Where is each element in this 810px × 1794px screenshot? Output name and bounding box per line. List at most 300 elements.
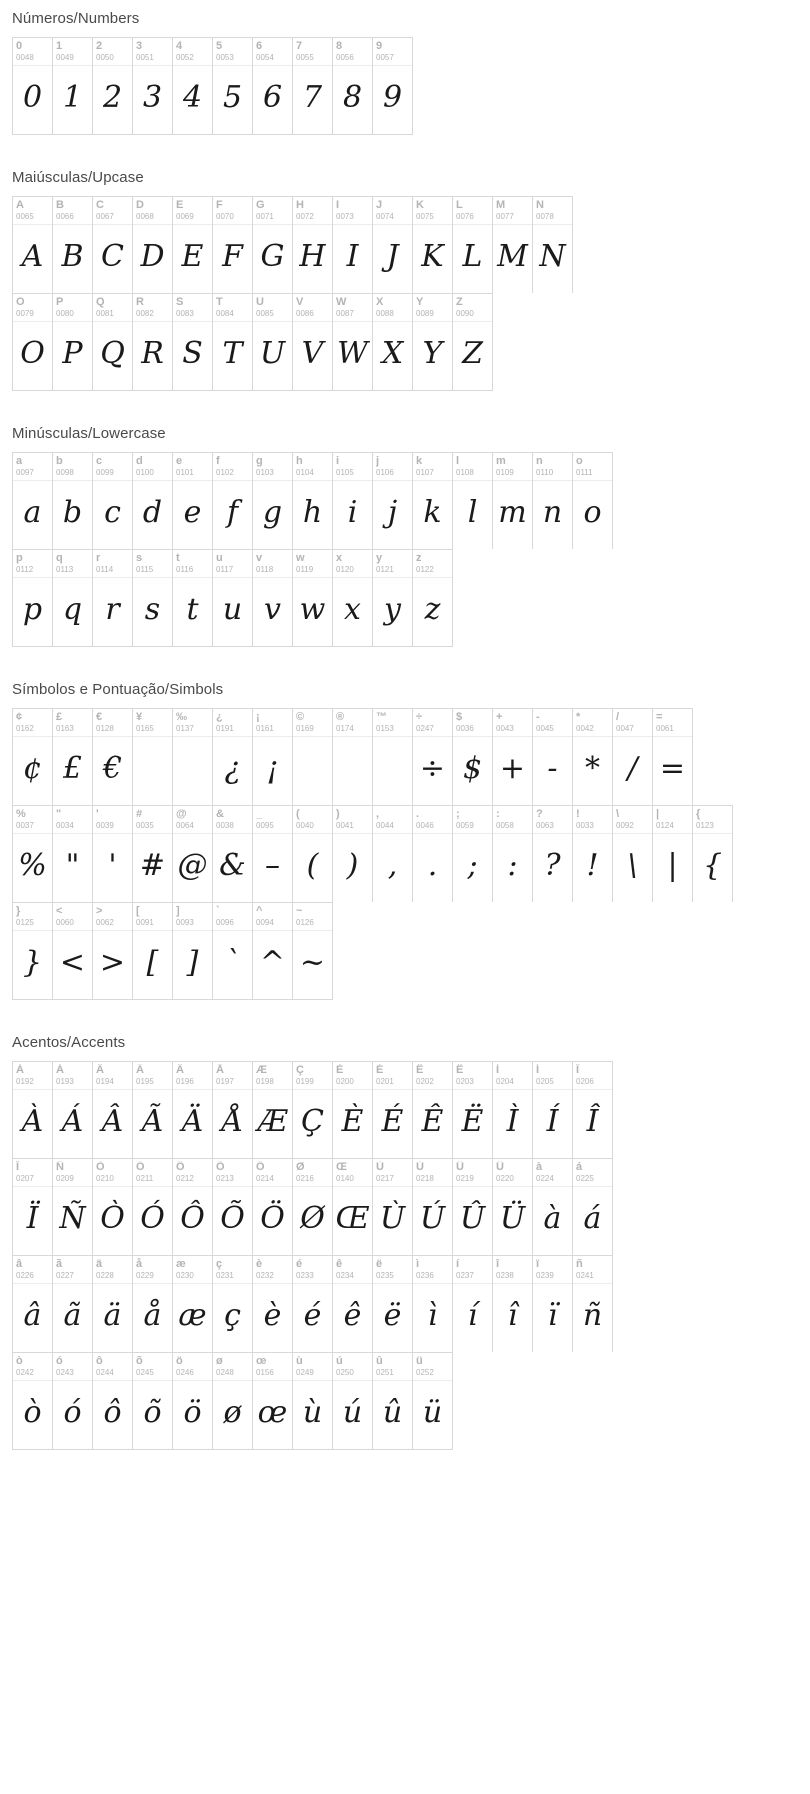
glyph-cell[interactable]	[133, 197, 173, 293]
glyph-cell[interactable]	[413, 1256, 453, 1352]
glyph-preview: E	[181, 239, 204, 274]
glyph-cell[interactable]	[213, 1062, 253, 1158]
glyph-cell[interactable]	[333, 38, 373, 134]
glyph-cell[interactable]	[493, 806, 533, 902]
glyph-cell[interactable]	[373, 1256, 413, 1352]
glyph-cell[interactable]	[413, 197, 453, 293]
glyph-cell[interactable]	[533, 1062, 573, 1158]
glyph-meta	[453, 197, 492, 225]
glyph-code-label: 0089	[416, 309, 434, 318]
glyph-meta	[413, 294, 452, 322]
glyph-preview: ~	[299, 945, 326, 980]
glyph-cell[interactable]	[93, 197, 133, 293]
glyph-code-label: 0105	[336, 468, 354, 477]
glyph-cell[interactable]	[493, 1256, 533, 1352]
glyph-meta	[653, 709, 692, 737]
glyph-cell[interactable]	[93, 1159, 133, 1255]
glyph-cell[interactable]	[213, 38, 253, 134]
glyph-preview: û	[382, 1395, 403, 1430]
glyph-character-label: O	[16, 296, 25, 308]
glyph-cell[interactable]	[13, 197, 53, 293]
glyph-meta	[453, 1159, 492, 1187]
glyph-cell[interactable]	[53, 709, 93, 805]
glyph-character-label: Ä	[176, 1064, 184, 1076]
glyph-character-label: z	[416, 552, 422, 564]
glyph-cell[interactable]	[173, 709, 213, 805]
glyph-cell[interactable]	[133, 38, 173, 134]
glyph-cell[interactable]	[173, 453, 213, 549]
glyph-cell[interactable]	[333, 294, 373, 390]
glyph-preview	[293, 737, 332, 805]
glyph-cell[interactable]	[453, 709, 493, 805]
glyph-cell[interactable]	[53, 197, 93, 293]
glyph-cell[interactable]	[253, 806, 293, 902]
glyph-cell[interactable]	[373, 294, 413, 390]
glyph-cell[interactable]	[133, 1159, 173, 1255]
glyph-code-label: 0092	[616, 821, 634, 830]
glyph-meta	[93, 1062, 132, 1090]
glyph-code-label: 0058	[496, 821, 514, 830]
glyph-cell[interactable]	[413, 806, 453, 902]
glyph-character-label: i	[336, 455, 340, 467]
glyph-cell[interactable]	[253, 1159, 293, 1255]
glyph-preview: 6	[262, 80, 283, 115]
glyph-meta	[453, 1062, 492, 1090]
glyph-cell[interactable]	[333, 806, 373, 902]
glyph-preview: Ç	[301, 1104, 324, 1139]
glyph-cell[interactable]	[173, 294, 213, 390]
glyph-cell[interactable]	[173, 38, 213, 134]
glyph-cell[interactable]	[373, 1353, 413, 1449]
glyph-character-label: -	[536, 711, 540, 723]
glyph-preview: Í	[546, 1104, 559, 1139]
glyph-table	[12, 708, 810, 1000]
glyph-character-label: Ô	[176, 1161, 185, 1173]
glyph-preview: q	[62, 592, 83, 627]
glyph-cell[interactable]	[493, 709, 533, 805]
glyph-meta	[53, 1062, 92, 1090]
glyph-cell[interactable]	[173, 806, 213, 902]
glyph-code-label: 0048	[16, 53, 34, 62]
glyph-cell[interactable]	[333, 453, 373, 549]
glyph-character-label: 5	[216, 40, 223, 52]
glyph-cell[interactable]	[453, 806, 493, 902]
glyph-cell[interactable]	[13, 709, 53, 805]
glyph-character-label: #	[136, 808, 143, 820]
glyph-cell[interactable]	[53, 806, 93, 902]
glyph-cell[interactable]	[293, 806, 333, 902]
glyph-character-label: œ	[256, 1355, 267, 1367]
glyph-preview: )	[346, 848, 359, 883]
glyph-code-label: 0126	[296, 918, 314, 927]
glyph-cell[interactable]	[413, 1062, 453, 1158]
glyph-code-label: 0071	[256, 212, 274, 221]
glyph-cell[interactable]	[293, 294, 333, 390]
glyph-code-label: 0249	[296, 1368, 314, 1377]
glyph-character-label: L	[456, 199, 463, 211]
glyph-preview: ¿	[224, 751, 241, 786]
glyph-character-label: Õ	[216, 1161, 225, 1173]
section-title: Símbolos e Pontuação/Simbols	[12, 681, 224, 698]
glyph-cell[interactable]	[333, 1159, 373, 1255]
glyph-preview: t	[186, 592, 199, 627]
glyph-cell[interactable]	[373, 38, 413, 134]
glyph-cell[interactable]	[573, 1159, 613, 1255]
glyph-cell[interactable]	[413, 550, 453, 646]
glyph-cell[interactable]	[253, 1353, 293, 1449]
glyph-cell[interactable]	[533, 1159, 573, 1255]
glyph-character-label: €	[96, 711, 103, 723]
glyph-row	[12, 452, 613, 549]
glyph-cell[interactable]	[213, 806, 253, 902]
glyph-code-label: 0060	[56, 918, 74, 927]
glyph-preview: Æ	[257, 1104, 288, 1139]
glyph-meta	[333, 806, 372, 834]
glyph-cell[interactable]	[253, 903, 293, 999]
glyph-character-label: x	[336, 552, 343, 564]
glyph-cell[interactable]	[53, 1062, 93, 1158]
glyph-cell[interactable]	[253, 1256, 293, 1352]
glyph-cell[interactable]	[93, 550, 133, 646]
glyph-cell[interactable]	[293, 1353, 333, 1449]
glyph-character-label: Ù	[376, 1161, 384, 1173]
glyph-meta	[173, 453, 212, 481]
glyph-cell[interactable]	[53, 1159, 93, 1255]
glyph-preview: ]	[186, 945, 199, 980]
glyph-cell[interactable]	[133, 453, 173, 549]
glyph-cell[interactable]	[53, 903, 93, 999]
glyph-section	[0, 0, 810, 135]
glyph-cell[interactable]	[373, 1159, 413, 1255]
glyph-code-label: 0066	[56, 212, 74, 221]
glyph-cell[interactable]	[173, 1062, 213, 1158]
glyph-character-label: I	[336, 199, 340, 211]
glyph-cell[interactable]	[253, 294, 293, 390]
glyph-character-label: F	[216, 199, 223, 211]
glyph-cell[interactable]	[413, 294, 453, 390]
glyph-code-label: 0102	[216, 468, 234, 477]
glyph-cell[interactable]	[213, 550, 253, 646]
glyph-character-label: N	[536, 199, 544, 211]
glyph-cell[interactable]	[53, 550, 93, 646]
glyph-cell[interactable]	[13, 1062, 53, 1158]
glyph-character-label: S	[176, 296, 184, 308]
glyph-code-label: 0085	[256, 309, 274, 318]
glyph-cell[interactable]	[573, 1062, 613, 1158]
glyph-cell[interactable]	[613, 806, 653, 902]
glyph-cell[interactable]	[93, 1256, 133, 1352]
glyph-cell[interactable]	[493, 453, 533, 549]
glyph-cell[interactable]	[293, 1159, 333, 1255]
glyph-character-label: H	[296, 199, 304, 211]
glyph-cell[interactable]	[573, 1256, 613, 1352]
glyph-preview: Ö	[260, 1201, 285, 1236]
glyph-cell[interactable]	[453, 1256, 493, 1352]
glyph-character-label: ã	[56, 1258, 63, 1270]
glyph-code-label: 0045	[536, 724, 554, 733]
glyph-cell[interactable]	[213, 1256, 253, 1352]
glyph-cell[interactable]	[453, 197, 493, 293]
section-spacer	[0, 391, 810, 415]
glyph-cell[interactable]	[453, 1062, 493, 1158]
glyph-cell[interactable]	[173, 550, 213, 646]
glyph-cell[interactable]	[693, 806, 733, 902]
glyph-cell[interactable]	[13, 38, 53, 134]
glyph-code-label: 0054	[256, 53, 274, 62]
glyph-code-label: 0064	[176, 821, 194, 830]
glyph-character-label: W	[336, 296, 347, 308]
glyph-code-label: 0252	[416, 1368, 434, 1377]
glyph-cell[interactable]	[253, 709, 293, 805]
glyph-cell[interactable]	[213, 1353, 253, 1449]
glyph-meta	[173, 38, 212, 66]
glyph-cell[interactable]	[413, 1353, 453, 1449]
glyph-cell[interactable]	[453, 294, 493, 390]
glyph-character-label: û	[376, 1355, 383, 1367]
glyph-cell[interactable]	[293, 1062, 333, 1158]
glyph-cell[interactable]	[413, 709, 453, 805]
glyph-code-label: 0230	[176, 1271, 194, 1280]
glyph-code-label: 0226	[16, 1271, 34, 1280]
glyph-cell[interactable]	[93, 453, 133, 549]
glyph-code-label: 0097	[16, 468, 34, 477]
glyph-meta	[253, 1159, 292, 1187]
glyph-cell[interactable]	[13, 806, 53, 902]
glyph-meta	[373, 806, 412, 834]
glyph-code-label: 0199	[296, 1077, 314, 1086]
glyph-code-label: 0231	[216, 1271, 234, 1280]
glyph-character-label: V	[296, 296, 304, 308]
glyph-meta	[293, 806, 332, 834]
glyph-code-label: 0034	[56, 821, 74, 830]
glyph-cell[interactable]	[93, 806, 133, 902]
glyph-character-label: é	[296, 1258, 303, 1270]
glyph-cell[interactable]	[573, 709, 613, 805]
glyph-cell[interactable]	[53, 1256, 93, 1352]
glyph-cell[interactable]	[133, 806, 173, 902]
glyph-preview: #	[139, 848, 166, 883]
glyph-cell[interactable]	[613, 709, 653, 805]
glyph-code-label: 0038	[216, 821, 234, 830]
glyph-character-label: 8	[336, 40, 343, 52]
glyph-character-label: Ê	[416, 1064, 424, 1076]
glyph-character-label: U	[256, 296, 264, 308]
glyph-cell[interactable]	[93, 903, 133, 999]
glyph-character-label: á	[576, 1161, 583, 1173]
glyph-cell[interactable]	[293, 1256, 333, 1352]
glyph-cell[interactable]	[253, 453, 293, 549]
glyph-cell[interactable]	[53, 453, 93, 549]
glyph-preview: R	[141, 336, 164, 371]
glyph-character-label: $	[456, 711, 463, 723]
glyph-character-label: Æ	[256, 1064, 267, 1076]
glyph-preview: e	[183, 495, 202, 530]
glyph-cell[interactable]	[13, 903, 53, 999]
glyph-preview: +	[499, 751, 526, 786]
glyph-code-label: 0191	[216, 724, 234, 733]
glyph-cell[interactable]	[533, 1256, 573, 1352]
glyph-meta	[13, 1353, 52, 1381]
glyph-preview: Ä	[181, 1104, 204, 1139]
glyph-cell[interactable]	[213, 709, 253, 805]
glyph-cell[interactable]	[333, 550, 373, 646]
glyph-meta	[53, 806, 92, 834]
glyph-cell[interactable]	[373, 453, 413, 549]
glyph-cell[interactable]	[293, 903, 333, 999]
glyph-meta	[413, 197, 452, 225]
glyph-preview: V	[301, 336, 324, 371]
glyph-cell[interactable]	[293, 453, 333, 549]
glyph-cell[interactable]	[293, 197, 333, 293]
glyph-character-label: ï	[536, 1258, 540, 1270]
glyph-cell[interactable]	[133, 550, 173, 646]
glyph-preview: I	[346, 239, 359, 274]
glyph-cell[interactable]	[93, 294, 133, 390]
glyph-preview: }	[22, 945, 43, 980]
glyph-meta	[573, 1062, 612, 1090]
glyph-code-label: 0068	[136, 212, 154, 221]
glyph-cell[interactable]	[413, 453, 453, 549]
glyph-cell[interactable]	[253, 550, 293, 646]
glyph-cell[interactable]	[133, 903, 173, 999]
glyph-meta	[13, 806, 52, 834]
glyph-cell[interactable]	[173, 903, 213, 999]
glyph-cell[interactable]	[93, 1353, 133, 1449]
glyph-meta	[293, 1159, 332, 1187]
glyph-cell[interactable]	[373, 1062, 413, 1158]
glyph-cell[interactable]	[13, 550, 53, 646]
glyph-cell[interactable]	[173, 1256, 213, 1352]
glyph-cell[interactable]	[293, 550, 333, 646]
glyph-code-label: 0213	[216, 1174, 234, 1183]
glyph-character-label: d	[136, 455, 143, 467]
glyph-cell[interactable]	[13, 1159, 53, 1255]
glyph-meta	[293, 197, 332, 225]
glyph-cell[interactable]	[173, 1159, 213, 1255]
glyph-cell[interactable]	[173, 1353, 213, 1449]
glyph-cell[interactable]	[533, 806, 573, 902]
glyph-cell[interactable]	[133, 1353, 173, 1449]
glyph-cell[interactable]	[333, 1353, 373, 1449]
glyph-cell[interactable]	[13, 1256, 53, 1352]
glyph-cell[interactable]	[413, 1159, 453, 1255]
glyph-character-label: Ò	[96, 1161, 105, 1173]
glyph-cell[interactable]	[93, 709, 133, 805]
glyph-cell[interactable]	[133, 1256, 173, 1352]
glyph-cell[interactable]	[373, 709, 413, 805]
glyph-cell[interactable]	[253, 38, 293, 134]
glyph-character-label: p	[16, 552, 23, 564]
glyph-code-label: 0210	[96, 1174, 114, 1183]
glyph-code-label: 0108	[456, 468, 474, 477]
glyph-cell[interactable]	[53, 38, 93, 134]
glyph-cell[interactable]	[53, 1353, 93, 1449]
glyph-preview: F	[222, 239, 243, 274]
glyph-code-label: 0052	[176, 53, 194, 62]
glyph-cell[interactable]	[53, 294, 93, 390]
glyph-cell[interactable]	[533, 453, 573, 549]
glyph-cell[interactable]	[493, 197, 533, 293]
glyph-cell[interactable]	[133, 709, 173, 805]
glyph-cell[interactable]	[373, 550, 413, 646]
glyph-cell[interactable]	[453, 1159, 493, 1255]
glyph-preview: g	[262, 495, 283, 530]
glyph-character-label: {	[696, 808, 701, 820]
glyph-preview: `	[225, 945, 240, 980]
glyph-character-label: 9	[376, 40, 383, 52]
glyph-cell[interactable]	[333, 709, 373, 805]
glyph-preview: h	[302, 495, 323, 530]
glyph-cell[interactable]	[293, 709, 333, 805]
glyph-cell[interactable]	[253, 1062, 293, 1158]
glyph-cell[interactable]	[173, 197, 213, 293]
glyph-meta	[333, 709, 372, 737]
glyph-cell[interactable]	[333, 1062, 373, 1158]
glyph-character-label: (	[296, 808, 300, 820]
glyph-character-label: v	[256, 552, 263, 564]
glyph-cell[interactable]	[373, 806, 413, 902]
glyph-meta	[53, 1256, 92, 1284]
glyph-preview: $	[462, 751, 483, 786]
glyph-character-label: ô	[96, 1355, 103, 1367]
glyph-cell[interactable]	[533, 709, 573, 805]
glyph-meta	[533, 1159, 572, 1187]
glyph-cell[interactable]	[133, 1062, 173, 1158]
glyph-cell[interactable]	[333, 1256, 373, 1352]
glyph-cell[interactable]	[213, 294, 253, 390]
glyph-cell[interactable]	[13, 453, 53, 549]
glyph-cell[interactable]	[573, 806, 613, 902]
glyph-preview: Y	[422, 336, 443, 371]
glyph-code-label: 0053	[216, 53, 234, 62]
glyph-meta	[133, 294, 172, 322]
glyph-character-label: Ó	[136, 1161, 145, 1173]
glyph-cell[interactable]	[653, 806, 693, 902]
glyph-code-label: 0117	[216, 565, 234, 574]
glyph-cell[interactable]	[653, 709, 693, 805]
glyph-cell[interactable]	[573, 453, 613, 549]
glyph-code-label: 0074	[376, 212, 394, 221]
glyph-cell[interactable]	[373, 197, 413, 293]
glyph-code-label: 0107	[416, 468, 434, 477]
glyph-meta	[333, 1353, 372, 1381]
glyph-meta	[133, 1159, 172, 1187]
glyph-cell[interactable]	[493, 1159, 533, 1255]
glyph-preview: ò	[23, 1395, 42, 1430]
glyph-cell[interactable]	[93, 38, 133, 134]
glyph-cell[interactable]	[213, 1159, 253, 1255]
glyph-cell[interactable]	[533, 197, 573, 293]
glyph-cell[interactable]	[253, 197, 293, 293]
glyph-character-label: q	[56, 552, 63, 564]
glyph-cell[interactable]	[213, 903, 253, 999]
glyph-cell[interactable]	[213, 197, 253, 293]
glyph-row	[12, 1255, 613, 1352]
glyph-cell[interactable]	[13, 1353, 53, 1449]
glyph-cell[interactable]	[213, 453, 253, 549]
glyph-cell[interactable]	[493, 1062, 533, 1158]
glyph-cell[interactable]	[453, 453, 493, 549]
glyph-cell[interactable]	[13, 294, 53, 390]
glyph-meta	[333, 197, 372, 225]
glyph-meta	[173, 1353, 212, 1381]
glyph-code-label: 0124	[656, 821, 674, 830]
glyph-cell[interactable]	[333, 197, 373, 293]
glyph-cell[interactable]	[133, 294, 173, 390]
glyph-cell[interactable]	[293, 38, 333, 134]
glyph-cell[interactable]	[93, 1062, 133, 1158]
glyph-preview: –	[265, 848, 280, 883]
